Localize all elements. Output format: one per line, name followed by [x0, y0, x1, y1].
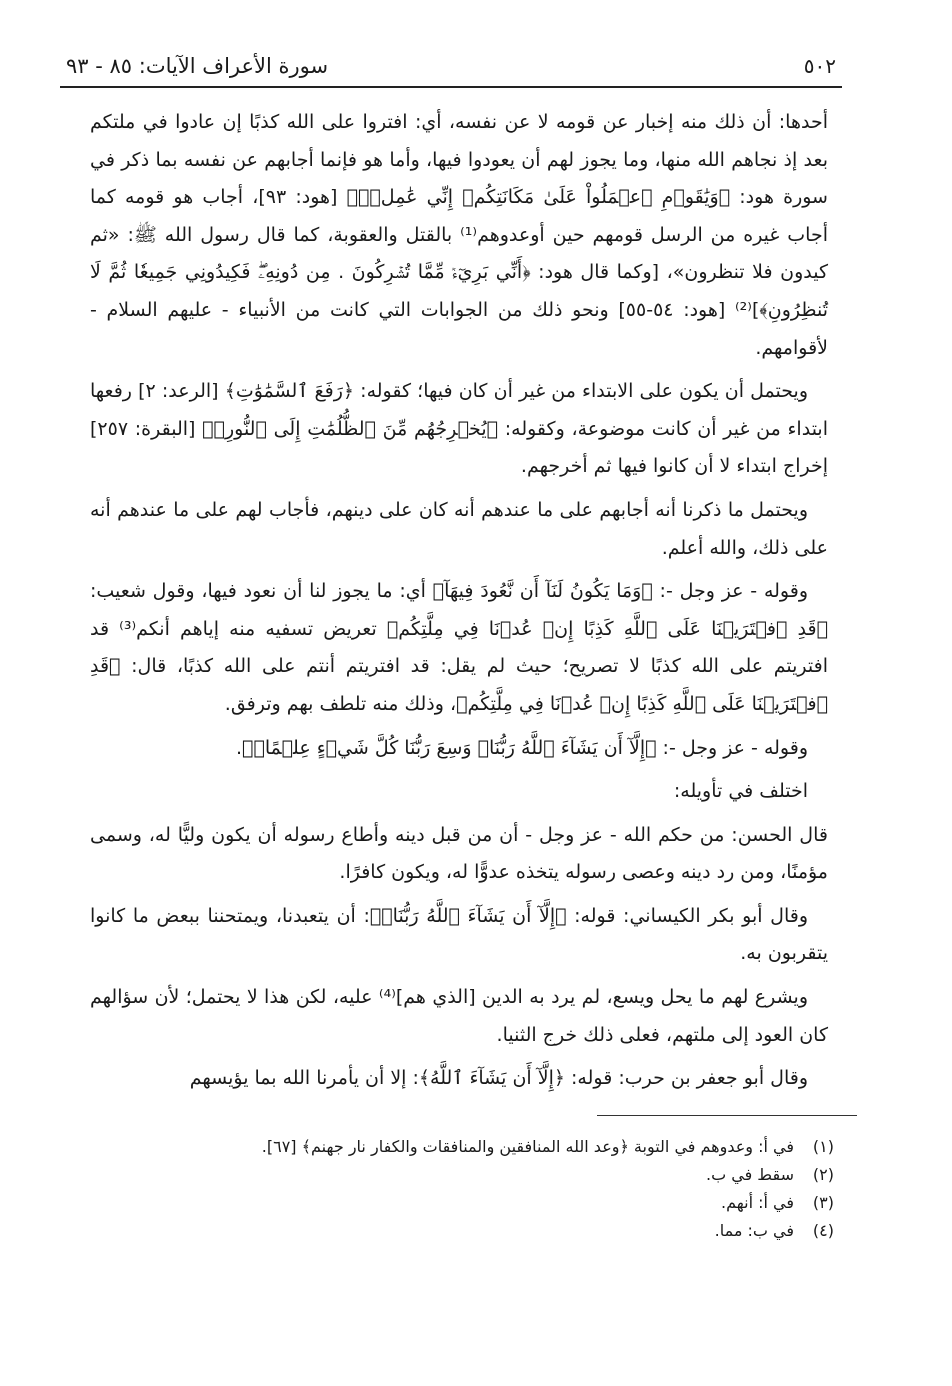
paragraph: قال الحسن: من حكم الله - عز وجل - أن من قبل دينه وأطاع رسوله أن يكون وليًّا له، وسمى مؤمنًا، ومن رد دينه وعصى رسوله يتخذه عدوًّا له، ويكون كافرًا. — [90, 823, 828, 884]
footnote — [96, 1133, 834, 1161]
footnote-number: (٣) — [812, 1193, 834, 1212]
footnote — [96, 1189, 834, 1217]
paragraph: اختلف في تأويله: — [673, 780, 808, 803]
paragraph: ويشرع لهم ما يحل ويسع، لم يرد به الدين [الذي هم]⁽⁴⁾ عليه، لكن هذا لا يحتمل؛ لأن سؤالهم كان العود إلى ملتهم، فعلى ذلك خرج الثنيا. — [90, 986, 828, 1046]
footnote-text: سقط في ب. — [706, 1165, 794, 1184]
footnotes — [96, 1133, 834, 1245]
footnote-number: (١) — [812, 1137, 834, 1156]
footnote-text: في أ: وعدوهم في التوبة ﴿وعد الله المنافقين والمنافقات والكفار نار جهنم﴾ [٦٧]. — [261, 1137, 794, 1156]
paragraph: وقال أبو جعفر بن حرب: قوله: ﴿إِلَّآ أَن يَشَآءَ ٱللَّهُ﴾: إلا أن يأمرنا الله بما يؤيسهم — [189, 1067, 808, 1090]
document-page — [66, 50, 836, 1104]
footnote-number: (٤) — [812, 1221, 834, 1240]
footnote-separator — [597, 1115, 857, 1116]
body-text — [90, 104, 828, 1098]
page-number: ٥٠٢ — [803, 54, 836, 78]
footnote — [96, 1161, 834, 1189]
running-head — [60, 50, 842, 88]
paragraph: ويحتمل أن يكون على الابتداء من غير أن كان فيها؛ كقوله: ﴿رَفَعَ ٱلسَّمَٰوَٰتِ﴾ [الرعد: ٢] رفعها ابتداء من غير أن كانت موضوعة، وكقوله: ﴿يُخۡرِجُهُم مِّنَ ٱلظُّلُمَٰتِ إِلَى ٱلنُّورِۖ﴾ [البقرة: ٢٥٧] إخراج ابتداء لا أن كانوا فيها ثم أخرجهم. — [90, 380, 828, 478]
paragraph: وقال أبو بكر الكيساني: قوله: ﴿إِلَّآ أَن يَشَآءَ ٱللَّهُ رَبُّنَاۚ﴾: أن يتعبدنا، ويمتحننا ببعض ما كانوا يتقربون به. — [90, 904, 828, 965]
footnote-text: في ب: مما. — [714, 1221, 794, 1240]
footnote-number: (٢) — [812, 1165, 834, 1184]
paragraph: وقوله - عز وجل -: ﴿وَمَا يَكُونُ لَنَآ أَن نَّعُودَ فِيهَآ﴾ أي: ما يجوز لنا أن نعود فيها، وقول شعيب: ﴿قَدِ ٱفۡتَرَيۡنَا عَلَى ٱللَّهِ كَذِبًا إِنۡ عُدۡنَا فِي مِلَّتِكُم﴾ تعريض تسفيه منه إياهم أنكم⁽³⁾ قد افتريتم على الله كذبًا لا تصريح؛ حيث لم يقل: قد افتريتم أنتم على الله كذبًا، قال: ﴿قَدِ ٱفۡتَرَيۡنَا عَلَى ٱللَّهِ كَذِبًا إِنۡ عُدۡنَا فِي مِلَّتِكُم﴾، وذلك منه تلطف بهم وترفق. — [90, 580, 829, 715]
paragraph: أحدها: أن ذلك منه إخبار عن قومه لا عن نفسه، أي: افتروا على الله كذبًا إن عادوا في ملتكم بعد إذ نجاهم الله منها، وما يجوز لهم أن يعودوا فيها، وأما هو فإنما أجابهم عن نفسه بما ذكر في سورة هود: ﴿وَيَٰقَوۡمِ ٱعۡمَلُواْ عَلَىٰ مَكَانَتِكُمۡ إِنِّي عَٰمِلٞۖ﴾ [هود: ٩٣]، أجاب هو قومه كما أجاب غيره من الرسل قومهم حين أوعدوهم⁽¹⁾ بالقتل والعقوبة، كما قال رسول الله ﷺ: «ثم كيدون فلا تنظرون»، [وكما قال هود: ﴿أَنِّي بَرِيٓءٞ مِّمَّا تُشۡرِكُونَ . مِن دُونِهِۦۖ فَكِيدُونِي جَمِيعٗا ثُمَّ لَا تُنظِرُونِ﴾]⁽²⁾ [هود: ٥٤-٥٥] ونحو ذلك من الجوابات التي كانت من الأنبياء - عليهم السلام - لأقوامهم. — [90, 111, 829, 359]
paragraph: ويحتمل ما ذكرنا أنه أجابهم على ما عندهم أنه كان على دينهم، فأجاب لهم على ما عندهم أنه على ذلك، والله أعلم. — [90, 498, 828, 559]
chapter-title: سورة الأعراف الآيات: ٨٥ - ٩٣ — [66, 54, 329, 78]
footnote — [96, 1217, 834, 1245]
footnote-text: في أ: أنهم. — [721, 1193, 794, 1212]
paragraph: وقوله - عز وجل -: ﴿إِلَّآ أَن يَشَآءَ ٱللَّهُ رَبُّنَاۚ وَسِعَ رَبُّنَا كُلَّ شَيۡءٍ عِلۡمًاۚ﴾. — [236, 736, 808, 759]
